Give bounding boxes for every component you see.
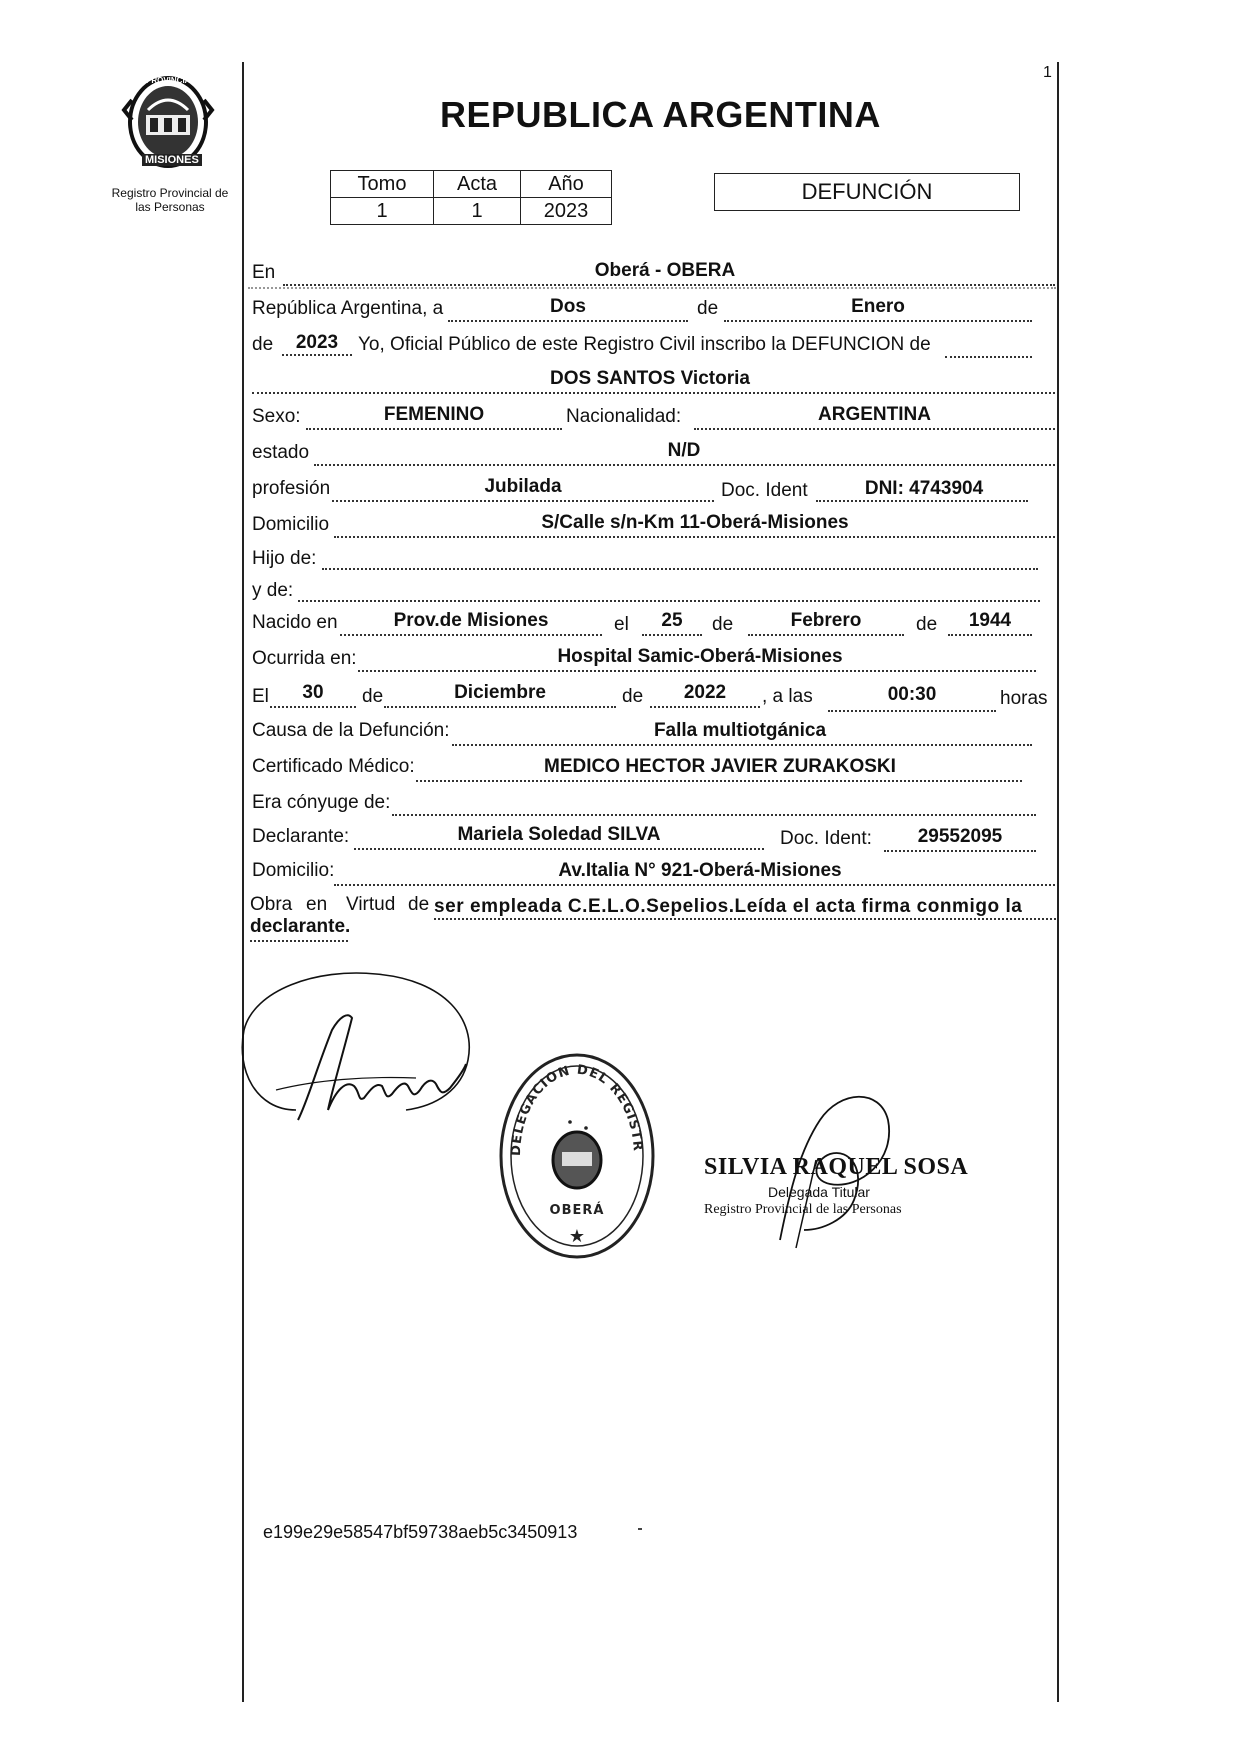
doc-line	[816, 500, 1028, 502]
obra-line-2	[250, 940, 348, 942]
de-label-3: de	[712, 614, 734, 635]
record-table	[330, 170, 612, 225]
official-title: Delegada Titular	[768, 1184, 870, 1200]
oficial-statement: Yo, Oficial Público de este Registro Civil inscribo la DEFUNCION de	[358, 334, 931, 355]
nacionalidad-label: Nacionalidad:	[566, 406, 682, 427]
official-office: Registro Provincial de las Personas	[704, 1202, 902, 1217]
obra-de-label: de	[408, 894, 430, 915]
right-border-line	[1057, 62, 1059, 1702]
causa-line	[452, 744, 1032, 746]
seal-outer-text: DELEGACION DEL REGISTR	[508, 1062, 646, 1157]
left-border-line	[242, 62, 244, 1702]
declarante-doc-value: 29552095	[917, 826, 1003, 847]
oficial-line-end	[945, 356, 1032, 358]
mes-line	[724, 320, 1032, 322]
declarante-value: Mariela Soledad SILVA	[457, 824, 661, 845]
record-table-header-row	[331, 171, 612, 198]
acta-header: Acta	[434, 171, 521, 198]
page-number: 1	[1043, 64, 1052, 81]
profesion-line	[332, 500, 714, 502]
nacido-en-line	[340, 634, 602, 636]
hijo-de-line	[322, 568, 1038, 570]
logo-arc-text: PROVINCIA DE	[146, 76, 204, 85]
de-label-4: de	[916, 614, 938, 635]
estado-line	[314, 464, 1055, 466]
dia-line	[448, 320, 688, 322]
registry-name-line2: las Personas	[135, 200, 205, 214]
nac-mes-line	[748, 634, 904, 636]
obra-virtud-label: Virtud	[346, 894, 396, 915]
record-type-box: DEFUNCIÓN	[714, 173, 1020, 211]
anio-value: 2023	[521, 198, 612, 225]
en-label: En	[252, 262, 276, 283]
doc-ident-label: Doc. Ident	[721, 480, 808, 501]
a-las-label: , a las	[762, 686, 813, 707]
sexo-line	[306, 428, 562, 430]
de-label-2: de	[252, 334, 274, 355]
registry-seal	[498, 1052, 656, 1260]
horas-label: horas	[1000, 688, 1048, 709]
def-hora-line	[828, 710, 996, 712]
record-table-value-row	[331, 198, 612, 225]
lugar-value: Oberá - OBERA	[594, 260, 736, 281]
el-label-2: El	[252, 686, 269, 707]
def-mes-value: Diciembre	[454, 682, 546, 703]
declarante-domicilio-line	[334, 884, 1055, 886]
declarante-signature	[236, 960, 496, 1130]
def-dia-value: 30	[302, 682, 324, 703]
de-label-1: de	[697, 298, 719, 319]
profesion-value: Jubilada	[484, 476, 562, 497]
domicilio-label: Domicilio	[252, 514, 330, 535]
nac-dia-line	[642, 634, 702, 636]
republica-label: República Argentina, a	[252, 298, 444, 319]
nacionalidad-value: ARGENTINA	[818, 404, 931, 425]
def-hora-value: 00:30	[887, 684, 937, 705]
certificado-label: Certificado Médico:	[252, 756, 415, 777]
declarante-domicilio-label: Domicilio:	[252, 860, 335, 881]
estado-label: estado	[252, 442, 310, 463]
anio-value: 2023	[295, 332, 339, 353]
registry-name-line1: Registro Provincial de	[111, 186, 229, 200]
domicilio-value: S/Calle s/n-Km 11-Oberá-Misiones	[541, 512, 849, 533]
domicilio-line	[334, 536, 1055, 538]
tomo-value: 1	[331, 198, 434, 225]
province-logo	[118, 70, 218, 175]
mes-value: Enero	[851, 296, 905, 317]
dia-value: Dos	[550, 296, 586, 317]
seal-bottom-text: OBERÁ	[549, 1203, 605, 1218]
causa-label: Causa de la Defunción:	[252, 720, 450, 741]
nacionalidad-line	[694, 428, 1055, 430]
conyuge-line	[392, 814, 1036, 816]
nac-mes-value: Febrero	[790, 610, 862, 631]
def-anio-line	[650, 706, 760, 708]
sexo-value: FEMENINO	[383, 404, 485, 425]
anio-line	[282, 354, 352, 356]
page-title: REPUBLICA ARGENTINA	[440, 94, 881, 135]
certificado-value: MEDICO HECTOR JAVIER ZURAKOSKI	[544, 756, 896, 777]
causa-value: Falla multiotgánica	[653, 720, 827, 741]
y-de-label: y de:	[252, 580, 294, 601]
footer-mark	[638, 1528, 642, 1530]
def-dia-line	[270, 706, 356, 708]
def-mes-line	[384, 706, 616, 708]
row-separator	[248, 287, 1056, 289]
obra-en-label: en	[306, 894, 328, 915]
nac-anio-line	[948, 634, 1032, 636]
nacido-en-value: Prov.de Misiones	[393, 610, 549, 631]
ocurrida-en-label: Ocurrida en:	[252, 648, 357, 669]
logo-bottom-text: MISIONES	[142, 154, 202, 166]
nombre-line	[252, 392, 1055, 394]
declarante-label: Declarante:	[252, 826, 350, 847]
obra-label: Obra	[250, 894, 293, 915]
declarante-doc-line	[884, 850, 1036, 852]
nac-dia-value: 25	[661, 610, 683, 631]
de-label-5: de	[362, 686, 384, 707]
de-label-6: de	[622, 686, 644, 707]
obra-line-1	[434, 918, 1056, 920]
tomo-header: Tomo	[331, 171, 434, 198]
doc-value: DNI: 4743904	[864, 478, 984, 499]
def-anio-value: 2022	[683, 682, 727, 703]
acta-value: 1	[434, 198, 521, 225]
nac-anio-value: 1944	[968, 610, 1012, 631]
ocurrida-en-line	[358, 670, 1036, 672]
obra-text-line1: ser empleada C.E.L.O.Sepelios.Leída el acta firma conmigo la	[434, 896, 1023, 917]
certificado-line	[416, 780, 1022, 782]
ocurrida-en-value: Hospital Samic-Oberá-Misiones	[557, 646, 843, 667]
nacido-en-label: Nacido en	[252, 612, 338, 633]
y-de-line	[298, 600, 1040, 602]
el-label-1: el	[614, 614, 629, 635]
conyuge-label: Era cónyuge de:	[252, 792, 391, 813]
official-name: SILVIA RAQUEL SOSA	[704, 1154, 969, 1180]
declarante-doc-label: Doc. Ident:	[780, 828, 872, 849]
anio-header: Año	[521, 171, 612, 198]
document-hash: e199e29e58547bf59738aeb5c3450913	[263, 1522, 578, 1542]
en-line	[283, 284, 1055, 286]
profesion-label: profesión	[252, 478, 331, 499]
declarante-domicilio-value: Av.Italia N° 921-Oberá-Misiones	[558, 860, 842, 881]
obra-text-line2: declarante.	[250, 916, 351, 937]
declarante-line	[354, 848, 764, 850]
hijo-de-label: Hijo de:	[252, 548, 317, 569]
nombre-value: DOS SANTOS Victoria	[550, 368, 750, 389]
seal-star-icon: ★	[568, 1226, 586, 1246]
sexo-label: Sexo:	[252, 406, 301, 427]
estado-value: N/D	[667, 440, 701, 461]
registry-name	[95, 186, 245, 214]
